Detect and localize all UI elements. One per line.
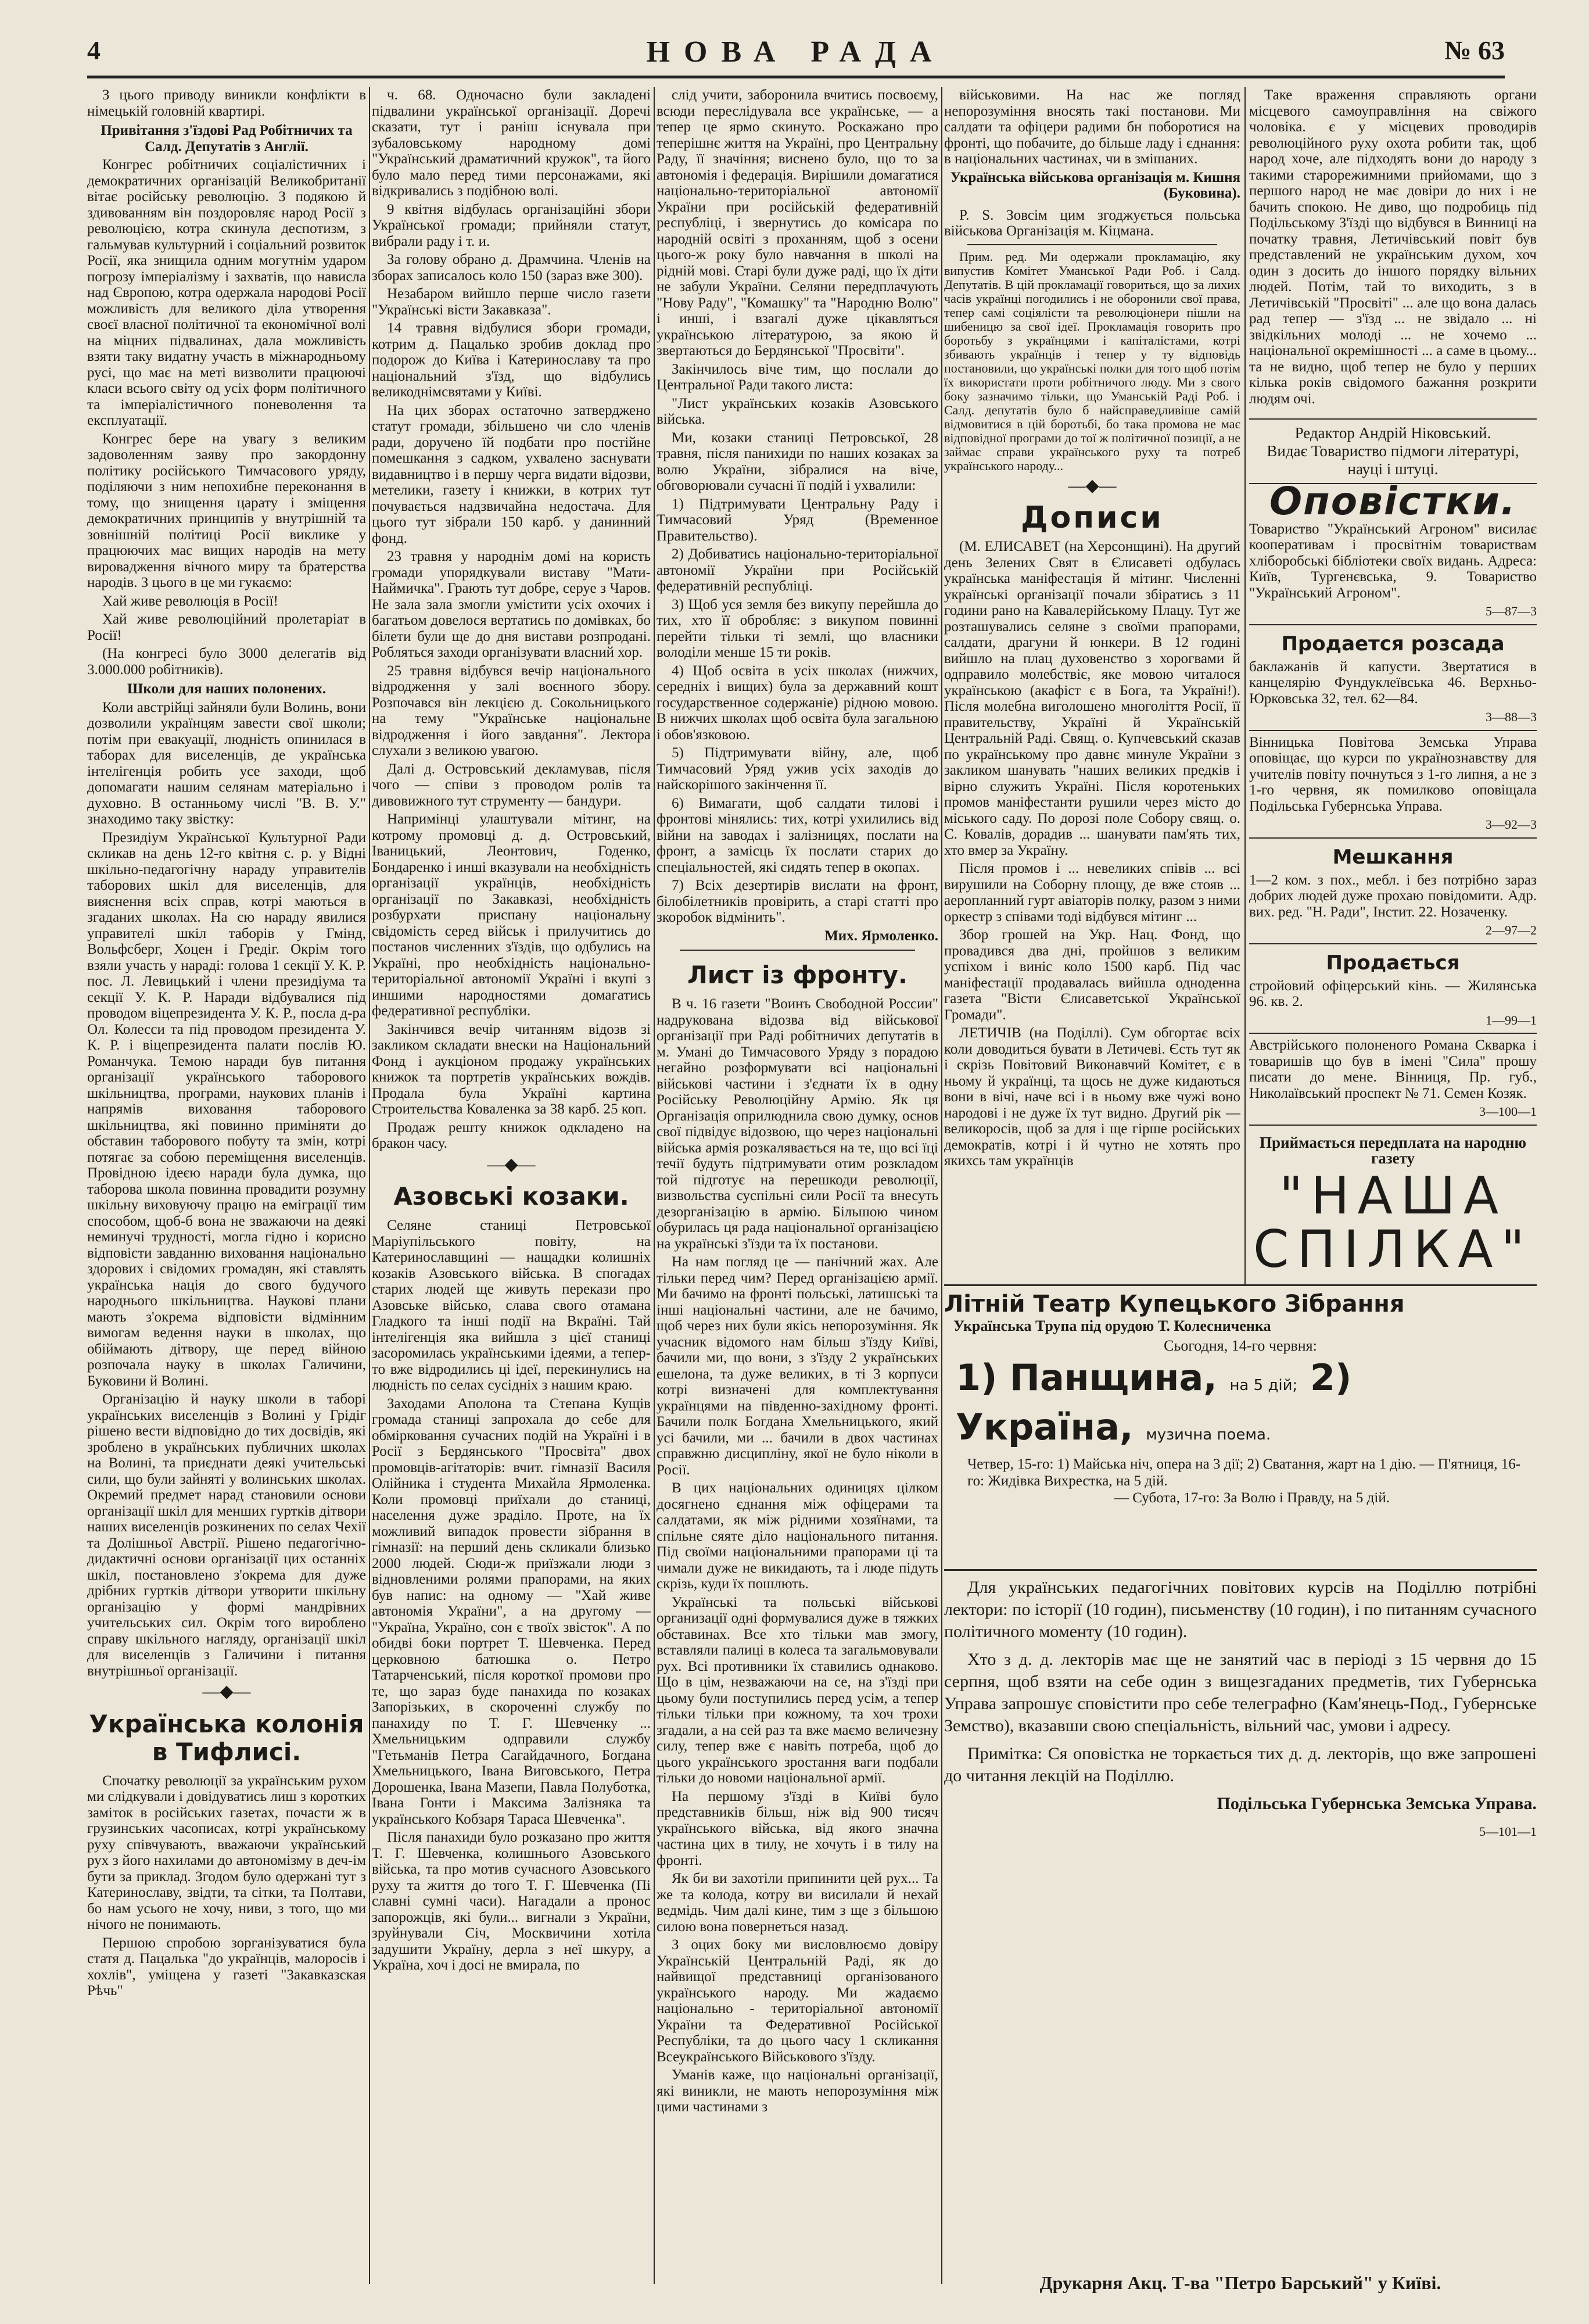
paragraph: P. S. Зовсім цим згоджується польська військова Організація м. Кіцмана. (944, 207, 1240, 239)
play-title: 2) Україна, (956, 1356, 1352, 1448)
editor-name: Редактор Андрій Ніковський. (1294, 424, 1491, 442)
divider (680, 950, 915, 951)
paragraph: Хай живе революційний пролетаріат в Росії! (87, 611, 366, 643)
paragraph: Для українських педагогічних повітових курсів на Поділлю потрібні лектори: по історії (10 годин), письменству (10 годин), і по питанням сучасного політичного моменту (10 годин). (944, 1578, 1537, 1641)
paragraph: слід учити, заборонила вчитись посвоєму, всюди переслідувала все українське, — а тепер це ярмо скинуто. Роскажано про теперішнє життя на Україні, про Центральну Раду, її значіння; виснено було, що то за автономія і федерація. Вирішили домагатися національно-територіальної автономії України при російській федеративній республіці, і звернутись до комісара по народній освіті з проханням, щоб з осени цього-ж року було навчання в школі на рідній мові. Старі були дуже раді, що їх діти не забули України. Селяни передплачують "Нову Раду", "Комашку" та "Народню Волю" і инші, і взагалі дуже цікавляться українською літературою, за якою й звертаються до Бердянської "Просвіти". (657, 87, 938, 359)
printer-credit: Друкарня Акц. Т-ва "Петро Барський" у Київі. (1039, 2272, 1441, 2293)
theatre-notice (944, 1284, 1537, 1506)
signature: Українська військова організація м. Кишня (Буковина). (950, 169, 1240, 201)
paragraph: За голову обрано д. Драмчина. Членів на зборах записалось коло 150 (зараз вже 300). (372, 252, 651, 284)
paragraph: Закінчився вечір читанням відозв зі закликом складати внески на Національний Фонд і аукціоном продажу українських книжок та портретів українських вождів. Продала була Україні картина Строительства Коваленка за 38 карб. 25 коп. (372, 1021, 651, 1117)
paragraph: 5) Підтримувати війну, але, щоб Тимчасовий Уряд ужив усіх заходів до найскорішого закінчення її. (657, 745, 938, 793)
paragraph: 4) Щоб освіта в усіх школах (нижчих, середніх і вищих) була за державний кошт государственное содержаніе) рідною мовою. В нижчих школах щоб освіта була загальною і обов'язковою. (657, 663, 938, 743)
paragraph: 14 травня відбулися збори громади, котрим д. Пацалько зробив доклад про подорож до Київа і Катеринославу та про національний з'їзд, що відбулись великоднімсвятами у Київі. (372, 320, 651, 400)
article-subheading: Привітання з'їздові Рад Робітничих та Салд. Депутатів з Англії. (101, 123, 353, 155)
column-rule (941, 87, 942, 2284)
ad-text: Австрійського полоненого Романа Скварка і товаришів що був в імені "Сила" прошу писати до мене. Вінниця, Пр. губ., Николаївський проспект № 71. Семен Козяк. (1249, 1037, 1537, 1101)
paragraph: ЛЕТИЧІВ (на Поділлі). Сум обгортає всіх коли доводиться бувати в Летичеві. Єсть тут як і скрізь Повітовий Виконавчий Комітет, є в ньому й українці, та щось не дуже кидаються вони в вічі, наче всі і в ньому вже чужі воно народові і не дуже їх тут видно. Другий рік — великоросів, щоб за для і ще гірше російських демократів, котрі і й чутно не хотять про якихсь там українців (944, 1025, 1240, 1169)
paragraph: Селяне станиці Петровської Маріупільського повіту, на Катеринославщині — нащадки колишніх козаків Азовського війська. В спогадах старих людей ще живуть перекази про Азовське військо, слава свого отамана Гладкого та інші події на Вкраїні. Тай інтелігенція яка вийшла з цієї станиці засоромилась українськими ідеями, а тепер-то вже відродились ці ідеї, перекинулись на людність по селах сусідніх з нашим краю. (372, 1217, 651, 1393)
issue-number: № 63 (1444, 35, 1505, 65)
paragraph: Коли австрійці зайняли були Волинь, вони дозволили українцям завести свої школи; потім при евакуації, людність опинилася в таборах для виселенців, де українська інтелігенція робить усе заходи, щоб допомагати нашим селянам матеріально і духовно. В останньому числі "В. В. У." знаходимо таку звістку: (87, 699, 366, 827)
paragraph: Спочатку революції за українським рухом ми слідкували і довідуватись лиш з коротких заміток в російських газетах, почасти ж в грузинських часописах, котрі українському руху співчувають, вважаючи український рух з його нахилами до автономізму в деч-ім бути за приклад. Згодом було одержані тут з Катеринославу, звідти, та сітки, та Полтави, бо нам усього не хочу, ниви, з того, що ми нічого не понимають. (87, 1772, 366, 1932)
paper-name: "НАША СПІЛКА" (1253, 1165, 1533, 1273)
paragraph: 1) Підтримувати Центральну Раду і Тимчасовий Уряд (Временное Правительство). (657, 496, 938, 544)
ad-code: 3—92—3 (1486, 817, 1537, 832)
column-rule (654, 87, 655, 2284)
ad-prisoner (1249, 1034, 1537, 1126)
ad-text: стройовий офіцерський кінь. — Жилянська 96. кв. 2. (1249, 977, 1537, 1009)
paragraph: Уманів каже, що національні організації, які виникли, не мають непорозуміння між цими частинами з (657, 2067, 938, 2115)
ad-vinnytsia (1249, 731, 1537, 839)
paragraph: "Лист українських козаків Азовського війська. (657, 395, 938, 427)
ad-code: 3—88—3 (1486, 710, 1537, 724)
paragraph: 6) Вимагати, щоб салдати тилові і фронтові мінялись: тих, котрі ухилились від війни на заводах і залізницях, послати на фронт, а замісць їх послати старих до спеціальностей, які сидять тепер в окопах. (657, 795, 938, 875)
theatre-troupe: Українська Трупа під орудою Т. Колесниченка (953, 1317, 1271, 1334)
paragraph: Примітка: Ся оповістка не торкається тих д. д. лекторів, що вже запрошені до читання лекцій на Поділлю. (944, 1744, 1537, 1785)
column-rule (369, 87, 370, 2284)
paragraph: (М. ЕЛИСАВЕТ (на Херсонщині). На другий день Зелених Свят в Єлисаветі одбулась українська маніфестація й мітинг. Численні українські організації почали збіратись з 11 години рано на Кавалерійському Плацу. Тут же розташувались селяне з своїми прапорами, салдати, драгуни й юнкери. В 12 годині вийшло на плац духовенство з хорогвами й одправило молебствіє, яке мовою читалося українською (акафіст є в Бога, та Україні!). Після молебна виголошено многоліття Росії, її правительству, Україні й Українській Центральній Раді. Свящ. о. Купчевський сказав по українському про давнє минуле України з закликом шанувать "наших великих предків і вірно служить Україні. Після коротеньких промов маніфестанти рушили через місто до міського саду. По дорозі поле Собору свящ. о. С. Ковалів, дорадив ... шанувати пам'ять тих, хто вмер за Україну. (944, 539, 1240, 858)
paragraph: 23 травня у народнім домі на користь громади упорядкували виставу "Мати-Наймичка". Грають тут добре, серуе з Чаров. Не зала зала змогли умістити усіх охочих і багатьом довелося вертатись по домівках, бо білети були ще до дня вистави розпродані. Робляться заходи організувати власний хор. (372, 549, 651, 660)
signature: Мих. Ярмоленко. (824, 928, 938, 944)
paragraph: Хто з д. д. лекторів має ще не занятий час в періоді з 15 червня до 15 серпня, щоб взяти на себе один з вищезгаданих предметів, тих Губернська Управа запрошує сповістити про себе телеграфно (Кам'янець-Под., Губернське Земство), вказавши свою спеціальність, вільний час, умови і адресу. (944, 1650, 1537, 1735)
signature: Подільська Губернська Земська Управа. (1217, 1794, 1537, 1813)
theatre-plays (956, 1357, 1537, 1456)
ad-horse (1249, 944, 1537, 1034)
theatre-schedule: Четвер, 15-го: 1) Майська ніч, опера на 3 дії; 2) Сватання, жарт на 1 дію. — П'ятниця, 16-го: Жидівка Вихрестка, на 5 дій. (967, 1456, 1521, 1489)
ad-code: 3—100—1 (1479, 1104, 1537, 1119)
paragraph: Незабаром вийшло перше число газети "Українські вісти Закавказа". (372, 286, 651, 318)
paragraph: З оцих боку ми висловлюємо довіру Українській Центральній Раді, як до найвищої представниці організованого українського народу. Ми жадаємо національно - територіальної автономії України та Федеративної Російської Республіки, та до цього часу 1 скликання Всеукраїнського Військового з'їзду. (657, 1937, 938, 2065)
theatre-schedule: — Субота, 17-го: За Волю і Правду, на 5 дій. (1114, 1490, 1390, 1506)
ad-code: 2—97—2 (1486, 923, 1537, 937)
theatre-title: Літній Театр Купецького Зібрання (944, 1291, 1405, 1317)
paragraph: Як би ви захотіли припинити цей рух... Та же та колода, котру ви висилали й нехай ведмідь. Чим далі кине, тим з ще з більшою силою вона повернеться назад. (657, 1871, 938, 1935)
ad-agronom (1249, 518, 1537, 625)
paragraph: Напримінці улаштували мітинг, на котрому промовці д. д. Островський, Іваницький, Леонтович, Годенко, Бондаренко і инші вказували на необхідність організації українців, необхідність організації по Закавказі, необхідність розбурхати приспану національну свідомість серед військ і прилучитись до постанов численних з'їздів, що одбулись на Україні, про необхідність національно-територіальної автономії Україні і вкупі з иншими народностями домагатись федеративної республіки. (372, 811, 651, 1019)
masthead: НОВА РАДА (646, 35, 946, 69)
ads-title: Оповістки. (1269, 479, 1516, 524)
paragraph: На цих зборах остаточно затверджено статут громади, збільшено чи сло членів ради, доручено їй подбати про постійне помешкання з садком, ухвалено заснувати видавництво і в першу черга видати відозви, метелики, газету і книжки, в котрих тут почувається надзвичайна недостача. Для цього тут зібрали 150 карб. у данинний фонд. (372, 402, 651, 546)
paragraph: Заходами Аполона та Степана Кущів громада станиці запрохала до себе для обмірковання сучасних подій на Україні і в Росії з Бердянського "Просвіта" двох промовців-агітаторів: вчит. гімназії Василя Олійника і студента Михайла Ярмоленка. Коли промовці приїхали до станиці, населення дуже зраділо. Проте, на їх можливий випадок провести зібрання в гімназії: на перший день скликали близько 2000 людей. Сюди-ж приїзжали люди з відновленими ролями прапорами, на яких був напис: на одному — "Хай живе автономія України", а на другому — "Україна, Україно, сон є твоїх звісток". А по обидві боки портрет Т. Шевченка. Перед церковною батюшка о. Петро Татарченський, після короткої промови про те, що зараз буде панахида по козаках Запорізьких, в скороченні службу по панахиду по Т. Г. Шевченку ... Хмельницьким одправили службу "Гетьманів Петра Сагайдачного, Богдана Хмельницького, Івана Виговського, Петра Дорошенка, Івана Мазепи, Павла Полуботка, Івана Гонти і Максима Залізняка та українського Кобзаря Тараса Шевченка". (372, 1395, 651, 1827)
paragraph: Ми, козаки станиці Петровської, 28 травня, після панихиди по наших козаках за волю України, зібралися на віче, обговорювали сучасні її подій і ухвалили: (657, 429, 938, 493)
paragraph: Конгрес робітничих соціалістичних і демократичних організацій Великобританії вітає російську революцію. З подякою й здивованням він поздоровляє народ Росії з революцією, котра скинула деспотизм, з гальмував культурний і соціальний розвиток Росії, яка знищила одним могутнім ударом погрозу імперіалізму і захватів, що нависла над Європою, котра одержала народові Росії можливість для великого діла утворення своєї власної політичної та економічної волі на міцних підвалинах, дала можливість взяти таку видатну участь в міжнародньому русі, що має на меті визволити працюючі класи всього світу од усіх форм політичного та імперіалістичного поневолення та експлуатації. (87, 157, 366, 428)
ad-text: Товариство "Український Агроном" висилає кооперативам і просвітнім товариствам хліборобські бібліотеки своїх видань. Адреса: Київ, Тургенєвська, 9. Товариство "Український Агроном". (1249, 521, 1537, 601)
column-1 (87, 87, 366, 2296)
paragraph: Першою спробою зорганізуватися була статя д. Пацалька "до українців, малоросів і хохлів", уміщена у газеті "Закавказская Рѣчь" (87, 1935, 366, 1999)
paragraph: Після промов і ... невеликих співів ... всі вирушили на Соборну площу, де вже стояв ... аеропланний гурт авіаторів полку, разом з ними оркестр з співами тоді відбувся мітинг ... (944, 861, 1240, 925)
play-note: музична поема. (1146, 1426, 1271, 1444)
page-header (87, 23, 1505, 78)
play-title: 1) Панщина, (956, 1356, 1217, 1399)
ad-text: 1—2 ком. з пох., мебл. і без потрібно зараз добрих людей дуже прохаю повідомити. Адр. вих. ред. "Н. Ради", Інстит. 22. Нозаченку. (1249, 872, 1537, 920)
paragraph: З цього приводу виникли конфлікти в німецькій головній квартирі. (87, 87, 366, 119)
paragraph: В ч. 16 газети "Воинъ Свободной России" надрукована відозва від військової організації при Раді робітничих депутатів в м. Умані до Тимчасового Уряду з порадою негайно розформувати всі національні військові частини і з'єднати їх в одну Російську Революційну Армію. Як ця Організація оприлюднила свою думку, основ свої підвідує відозвою, що через національні війська армія розкалявається на те, що всі їці течії будуть підтримувати отим розкладом той підготує на перешкоди революції, визвольства суспільні сили Росії та внесуть дезорганізацію в армію. Більшою чином обурилась ця рада національної організацією на українські з'їзди та їх постанови. (657, 996, 938, 1252)
editor-note: Прим. ред. Ми одержали прокламацію, яку випустив Комітет Уманської Ради Роб. і Салд. Депутатів. В цій прокламації говориться, що за лихих часів українці погодились і не оборонили свої права, тепер самі соціялісти та революціонери пішли на шибеницю за свої ідеї. Прокламація говорить про боротьбу з українцями і капіталістами, котрі збивають українців і тепер у ту відповідь постановили, що українські полки для того щоб потім їх використати проти робітничого люду. Ми з свого боку зазначимо тільки, що Уманській Раді Роб. і Салд. депутатів було б найсправедливіше самій відмовитися в цій боротьбі, бо така промова не має відповідної програми до тої ж політичної позиції, а не займає справи українського руху та потреб українського народу... (944, 249, 1240, 473)
article-headline: Азовські козаки. (393, 1182, 629, 1211)
column-5 (1249, 87, 1537, 1273)
paragraph: 2) Добиватись національно-територіальної автономії України при Російській федеративній республіці. (657, 546, 938, 594)
divider (967, 244, 1217, 245)
paragraph: Після панахиди було розказано про життя Т. Г. Шевченка, колишнього Азовського війська, та про мотив сучасного Азовського руху та життя до того Т. Г. Шевченка (Пі славні сумні часи). Нагадали а пронос запорожців, які були... вигнали з України, зруйнували Січ, Москвичини хотіла задушити Україну, дерла з неї шкуру, а Україна, хоч і досі не вмирала, по (372, 1829, 651, 1973)
ad-housing (1249, 839, 1537, 944)
paragraph: Далі д. Островський декламував, після чого — співи з проводом ролів та дивовижного тут струменту — бандури. (372, 761, 651, 809)
subscribe-heading: Приймається передплата на народню газету (1259, 1133, 1527, 1167)
paragraph: 9 квітня відбулась організаційні збори Української громади; прийняли статут, вибрали раду і т. и. (372, 201, 651, 249)
ad-seedlings (1249, 625, 1537, 731)
paragraph: Організацію й науку школи в таборі українських виселенців з Волині у Грідіг рішено вести відповідно до тих досвідів, які зроблено в українських публичних школах на Волині, та приєднати деякі учительські сили, що були зайняті у волинських школах. Окремий предмет нарад становили основи організації шкіл для менших гуртків дітвори наших виселенців розкинених по селах Чехії та Долішньої Австрії. Рішено педагогічно-дидактичні основи організації цих останніх шкіл, постановлено з'окрема для дуже дрібних гуртків дітвори утворити шкільну організацію у формі мандрівних учительських сил. Окрім того вироблено справу шкільного нагляду, організації шкіл для виселенців з Галичини і питання внутрішньої організації. (87, 1391, 366, 1679)
section-headline: Дописи (1021, 500, 1164, 535)
article-subheading: Школи для наших полонених. (127, 681, 327, 697)
paragraph: ч. 68. Одночасно були закладені підвалини української організації. Доречі сказати, тут і раніш існувала при зубаловському народному домі "Український драматичний кружок", та його було мало перед тими персонажами, які відкривались з подібною волі. (372, 87, 651, 199)
paragraph: (На конгресі було 3000 делегатів від 3.000.000 робітників). (87, 646, 366, 678)
ornament-divider: —◆— (487, 1154, 536, 1174)
courses-notice (944, 1569, 1537, 1843)
ornament-divider: —◆— (202, 1682, 251, 1701)
page-number: 4 (87, 35, 101, 65)
paragraph: На нам погляд це — панічний жах. Але тільки перед чим? Перед органiзацією армії. Ми бачимо на фронті польські, латишські та інші національні частини, але не бачимо, щоб через них були якісь непорозуміння. Як учасник відомого нам більш з'їзду Київі, бачили ми, що вони, з з'їзду 2 українських ешелона, та дуже великих, в ті 3 корпуси котрі визначені для комплектування українцями на південно-західному фронті. Бачили полк Богдана Хмельницького, який усі бачили, ми ... бачили в двох частинах справжню дисципліну, якої не було ніколи в Росії. (657, 1254, 938, 1478)
paragraph: Продаж решту книжок одкладено на бракон часу. (372, 1119, 651, 1151)
column-rule (1244, 87, 1246, 1284)
paragraph: На першому з'їзді в Київі було представників більш, ніж від 900 тисяч українського війська, від якого значна частина цих в тилу, не хочуть і в тилу на фронті. (657, 1788, 938, 1868)
ad-text: Вінницька Повітова Земська Управа оповіщає, що курси по українознавству для учителів повіту почнуться з 1-го липня, а не з 1-го червня, як помилково оповіщала Подільська Губернська Управа. (1249, 734, 1537, 814)
paragraph: Таке враження справляють органи місцевого самоуправління на свіжого чоловіка. є у місцевих проводирів революційного руху охота робити так, щоб народ хоче, але підходять вони до народу з такими старорежимними прийомами, що з першого народ не має довіри до них і не бачить спокою. Не диво, що подробиць під Подільському З'їзді що відбувся в Винниці на початку травня, Летичівський повіт був представлений не українським духом, хоч один з досить до іншого порядку вільних людей. Потім, тай то виходить, з в Летичівській "Просвіті" ... але що вона далась рад тепер — з'їзд ... не звідало ... ні звідкільних молоді ... не хочемо ... національної окремішності ... а саме в цьому... та не видно, щоб тепер не було у перших кілька років свідомого бажання розкрити людям очі. (1249, 87, 1537, 407)
paragraph: Хай живе революція в Росії! (102, 593, 278, 609)
paragraph: Президіум Української Культурної Ради скликав на день 12-го квітня с. р. у Відні шкільно-педагогічну нараду управителів таборових шкіл для виселенців, для вияснення всіх справ, котрі маються в згаданих школах. На сю нараду явилися управителі шкіл таборів у Гмінд, Вольфсберг, Хоцен і Гредіг. Окрім того взяли участь у нараді: голова 1 секції У. К. Р. пос. Л. Левицький і члени президіума та секції У. К. Р. Наради відбувалися під проводом віцепрезидента У. К. Р., посла д-ра Ол. Колесси та під проводом президента У. К. Р. і віцепрезидента палати послів Ю. Романчука. Темою наради був питання організації українського таборового шкільництва, програми, наукових планів і напрямів виховання таборового шкільництва, які повинно приміняти до обставин таборового побуту та змін, котрі потягає за собою переміщення виселенців. Провідною ідеєю наради була думка, що таборова школа повинна провадити розумну шкільну виховуючу працю на еміграції тим способом, щоб-б вона не зважаючи на деякі неминучі трудності, могла гідно і корисно відповісти завданню виховання національно здорових і свідомих громадян, які ставлять українська нація до свого будучого народнього шкільництва. Наукові плани мають з'окрема відповісти відмінним вимогам ведення науки в школах, що обіймають дітвору, ще перед війною розпочала науку в школах Галичини, Буковини й Волині. (87, 829, 366, 1389)
article-headline: Українська колонія в Тифлисі. (89, 1709, 364, 1766)
paragraph: Закінчилось віче тим, що послали до Центральної Ради такого листа: (657, 361, 938, 393)
ad-code: 5—87—3 (1486, 604, 1537, 618)
column-4 (944, 87, 1240, 1279)
theatre-date: Сьогодня, 14-го червня: (1164, 1337, 1317, 1354)
ad-title: Продается розсада (1281, 632, 1505, 656)
paragraph: Конгрес бере на увагу з великим задоволенням заяву про закордонну політику російського Тимчасового уряду, поділяючи з ним непохибне переконання в тому, що знищення царату і зміщення демократичних принципів у внутрішній та зовнішній політиці Росії виклике у працюючих мас вищих народів на мету вировадження вічного миру та братерства народів. З цього в це ми гукаємо: (87, 431, 366, 590)
paragraph: 7) Всіх дезертирів вислати на фронт, білобілетників провірить, а старі статті про зкоробок відмінить". (657, 878, 938, 925)
ad-code: 1—99—1 (1486, 1012, 1537, 1027)
editor-credit (1249, 418, 1537, 484)
article-headline: Лист із фронту. (687, 961, 908, 989)
paragraph: Збор грошей на Укр. Нац. Фонд, що провадився два дні, пройшов з великим успіхом і виніс коло 1500 карб. Під час маніфестації продавалась вийшла одноденна газета "Вісти Єлисаветської Української Громади". (944, 927, 1240, 1023)
ad-title: Мешкання (1332, 845, 1454, 869)
ad-title: Продається (1326, 951, 1460, 975)
ornament-divider: —◆— (1068, 475, 1117, 495)
publisher-name: Видає Товариство підмоги літературі, науці і штуці. (1267, 442, 1519, 478)
paragraph: Українські та польські військові организації одні формувалися дуже в тяжких обставинах. Все хто тільки мав змогу, вставляли палиці в колеса та загальмовували рух. Всі противники їх ставились однаково. Що в цім, незважаючи на се, на з'їзді при цьому були поступились перед усім, а тепер тільки тільки при кожному, та хоч трохи згадали, а на сей раз та вже маємо величезну силу, тепер вже є навіть потреба, щоб до цього українського зростання ваги подбали тільки до новоми національної армії. (657, 1594, 938, 1786)
column-2 (372, 87, 651, 2296)
paragraph: В цих національних одиницях цілком досягнено єднання між офіцерами та салдатами, як між рідними хозяїнами, та спільне сяяте діло національного питання. Під своїми національними прапорами ці та чимали дуже не викидають, та і люде підуть скрізь, куди їх пошлють. (657, 1480, 938, 1592)
paragraph: військовими. На нас же погляд непорозуміння вносять такі постанови. Ми салдати та офіцери радими бн поборотися на фронті, що побачите, до більше ладу і єднання: в національних частинах, чи в змішаних. (944, 87, 1240, 167)
play-note: на 5 дій; (1229, 1377, 1298, 1394)
ad-nasha-spilka (1249, 1126, 1537, 1273)
paragraph: 3) Щоб уся земля без викупу перейшла до тих, хто її обробляє: з викупом повинні перейти тільки ті землі, що власники володіли менше 15 ти років. (657, 596, 938, 660)
ad-text: баклажанів й капусти. Звертатися в канцелярію Фундуклеївська 46. Верхньо-Юрковська 32, тел. 62—84. (1249, 658, 1537, 707)
column-3 (657, 87, 938, 2296)
ad-code: 5—101—1 (1479, 1824, 1537, 1839)
paragraph: 25 травня відбувся вечір національного відродження у залі воєнного збору. Розпочався він лекцією д. Сокольницького на тему "Українське національне відродження і його завдання". Лектора слухали з великою увагою. (372, 663, 651, 758)
